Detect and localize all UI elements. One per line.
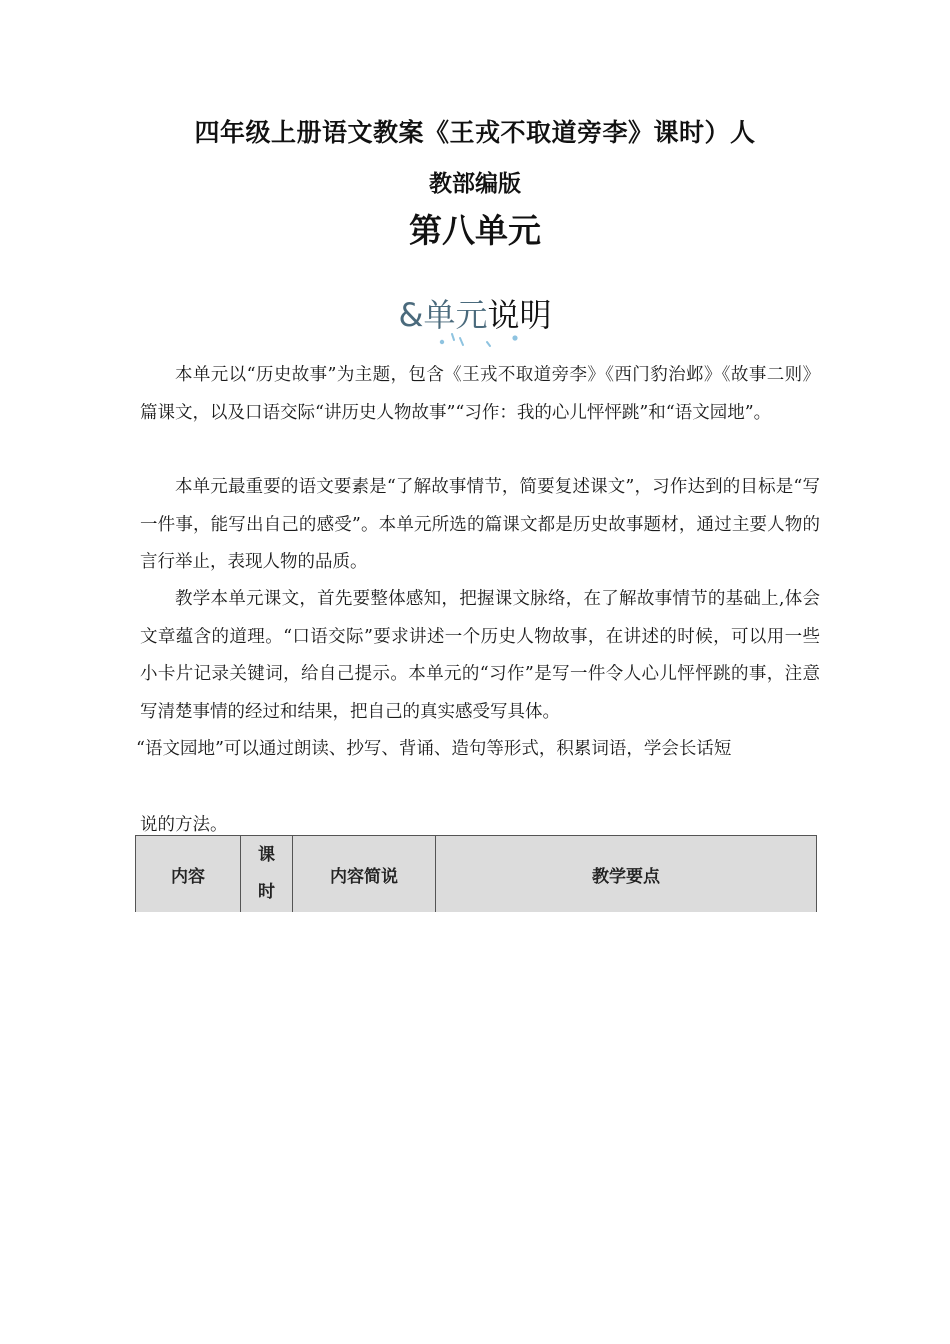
section-heading-accent: 单元 <box>423 296 488 334</box>
header-summary: 内容简说 <box>293 836 436 913</box>
paragraph-theme: 本单元以“历史故事”为主题，包含《王戎不取道旁李》《西门豹治邺》《故事二则》篇课文，以及口语交际“讲历史人物故事”“习作：我的心儿怦怦跳”和“语文园地”。 <box>140 365 820 423</box>
paragraph-key-elements: 本单元最重要的语文要素是“了解故事情节，简要复述课文”，习作达到的目标是“写一件事，能写出自己的感受”。本单元所选的篇课文都是历史故事题材，通过主要人物的言行举止，表现人物的品质。 <box>140 477 820 572</box>
paragraph-language-garden-tail: 说的方法。 <box>140 815 228 835</box>
header-hours <box>241 836 293 913</box>
document-title-line-2: 教部编版 <box>429 171 521 197</box>
section-symbol: & <box>398 296 424 334</box>
header-content: 内容 <box>136 836 241 913</box>
header-teaching-points: 教学要点 <box>436 836 817 913</box>
paragraph-teaching: 教学本单元课文，首先要整体感知，把握课文脉络，在了解故事情节的基础上,体会文章蕴含的道理。“口语交际”要求讲述一个历史人物故事，在讲述的时候，可以用一些小卡片记录关键词，给自己提示。本单元的“习作”是写一件令人心儿怦怦跳的事，注意写清楚事情的经过和结果，把自己的真实感受写具体。 <box>140 589 820 722</box>
header-hours-line-1: 课 <box>258 845 275 865</box>
paragraph-language-garden: “语文园地”可以通过朗读、抄写、背诵、造句等形式，积累词语，学会长话短 <box>136 739 732 759</box>
header-hours-line-2: 时 <box>258 882 275 902</box>
document-title-line-1: 四年级上册语文教案《王戎不取道旁李》课时）人 <box>194 118 756 147</box>
unit-overview-table <box>135 835 817 912</box>
table-header-row <box>136 836 817 913</box>
section-heading-rest: 说明 <box>487 296 552 334</box>
decorative-dots-icon <box>430 330 530 350</box>
unit-title: 第八单元 <box>409 211 541 250</box>
